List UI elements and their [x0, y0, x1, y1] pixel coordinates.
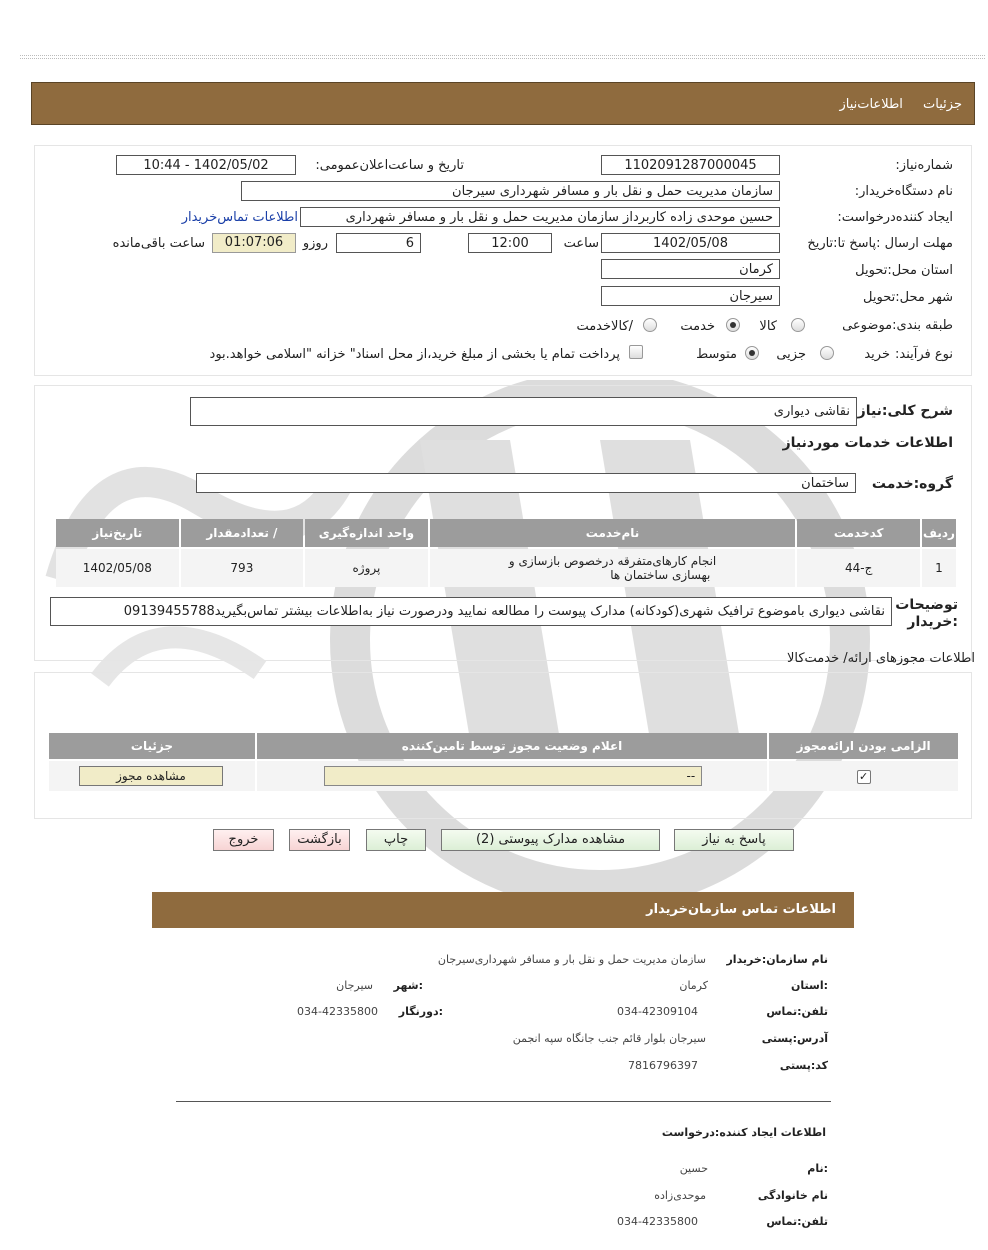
- treasury-payment-checkbox[interactable]: [629, 345, 643, 359]
- header-need-info[interactable]: اطلاعات‌نیاز: [839, 97, 903, 112]
- licenses-title: اطلاعات مجوزهای ارائه/ خدمت‌کالا: [786, 651, 975, 666]
- col-name: نام‌خدمت: [430, 519, 796, 547]
- licenses-table: [47, 731, 960, 793]
- process-minor-radio[interactable]: [820, 346, 834, 360]
- contact-org-value: سازمان مدیریت حمل و نقل بار و مسافر شهرداری‌سیرجان: [437, 953, 706, 966]
- view-license-button[interactable]: مشاهده مجوز: [79, 766, 223, 786]
- services-table: [54, 517, 958, 589]
- col-details: جزئیات: [49, 733, 255, 759]
- buyer-org-field: سازمان مدیریت حمل و نقل بار و مسافر شهرداری سیرجان: [241, 181, 780, 201]
- deadline-time-label: ساعت: [563, 236, 599, 251]
- buyer-notes-label-1: توضیحات: [895, 597, 958, 613]
- category-service-label: خدمت: [680, 319, 715, 334]
- remaining-timer: 01:07:06: [212, 233, 296, 253]
- creator-label: ایجاد کننده‌درخواست:: [837, 210, 953, 225]
- cell-row: 1: [922, 549, 956, 587]
- table-row: [49, 761, 958, 791]
- col-row: ردیف: [922, 519, 956, 547]
- attachments-button[interactable]: مشاهده مدارک پیوستی (2): [441, 829, 660, 851]
- contact-province-value: کرمان: [679, 979, 708, 992]
- table-row: [56, 549, 956, 587]
- deadline-date-field: 1402/05/08: [601, 233, 780, 253]
- province-field: کرمان: [601, 259, 780, 279]
- cell-unit: پروژه: [305, 549, 428, 587]
- treasury-payment-note: پرداخت تمام یا بخشی از مبلغ خرید،از محل اسناد" خزانه "اسلامی خواهد.بود: [209, 347, 620, 362]
- process-medium-label: متوسط: [696, 347, 737, 362]
- cell-status: [257, 761, 767, 791]
- buyer-notes-field: نقاشی دیواری باموضوع ترافیک شهری(کودکانه) مدارک پیوست را مطالعه نمایید ودرصورت نیاز به‌اطلاعات بیشتر تماس‌بگیرید09139455788: [50, 597, 892, 626]
- general-desc-label: شرح کلی‌:نیاز: [857, 403, 953, 419]
- service-group-label: گروه‌:خدمت: [871, 476, 953, 492]
- creator-phone-label: تلفن‌:تماس: [766, 1215, 828, 1228]
- category-goods-label: کالا: [759, 319, 777, 334]
- need-number-field: 1102091287000045: [601, 155, 780, 175]
- contact-header: اطلاعات تماس سازمان‌خریدار: [152, 892, 854, 928]
- creator-name-value: حسین: [679, 1162, 708, 1175]
- process-medium-radio[interactable]: [745, 346, 759, 360]
- contact-address-label: آدرس‌:پستی: [761, 1032, 828, 1045]
- days-field: 6: [336, 233, 421, 253]
- announce-label: تاریخ و ساعت‌اعلان‌عمومی:: [315, 158, 464, 173]
- cell-code: ج-44: [797, 549, 920, 587]
- city-field: سیرجان: [601, 286, 780, 306]
- need-info-panel: [34, 145, 972, 376]
- contact-postal-value: 7816796397: [628, 1059, 698, 1072]
- category-goods-service-label: /کالاخدمت: [576, 319, 633, 334]
- city-label: شهر محل‌:تحویل: [863, 290, 953, 305]
- contact-city-label: :شهر: [393, 979, 423, 992]
- creator-family-value: موحدی‌زاده: [654, 1189, 706, 1202]
- cell-details: [49, 761, 255, 791]
- license-status-field[interactable]: --: [324, 766, 702, 786]
- contact-phone-label: تلفن‌:تماس: [766, 1005, 828, 1018]
- deadline-label: مهلت ارسال :پاسخ تا‌:تاریخ: [807, 236, 953, 251]
- cell-name: [430, 549, 796, 587]
- creator-phone-value: 034-42335800: [617, 1215, 698, 1228]
- buyer-contact-link[interactable]: اطلاعات تماس‌خریدار: [181, 210, 298, 225]
- cell-required: [769, 761, 958, 791]
- general-desc-field: نقاشی دیواری: [190, 397, 857, 426]
- creator-name-label: :نام: [807, 1162, 828, 1175]
- contact-fax-label: :دورنگار: [398, 1005, 443, 1018]
- col-code: کدخدمت: [797, 519, 920, 547]
- deadline-time-field: 12:00: [468, 233, 552, 253]
- contact-address-value: سیرجان بلوار قائم جنب جانگاه سپه انجمن: [512, 1032, 706, 1045]
- need-number-label: شماره‌نیاز:: [895, 158, 953, 173]
- service-group-field: ساختمان: [196, 473, 856, 493]
- exit-button[interactable]: خروج: [213, 829, 274, 851]
- process-buy-label: خرید: [864, 347, 890, 362]
- announce-field: 1402/05/02 - 10:44: [116, 155, 296, 175]
- contact-fax-value: 034-42335800: [297, 1005, 378, 1018]
- buyer-org-label: نام دستگاه‌خریدار:: [854, 184, 953, 199]
- page-header: [31, 82, 975, 125]
- cell-qty: 793: [181, 549, 304, 587]
- col-qty: / تعدادمقدار: [181, 519, 304, 547]
- col-date: تاریخ‌نیاز: [56, 519, 179, 547]
- col-status: اعلام وضعیت مجوز توسط تامین‌کننده: [257, 733, 767, 759]
- category-goods-radio[interactable]: [791, 318, 805, 332]
- category-service-radio[interactable]: [726, 318, 740, 332]
- print-button[interactable]: چاپ: [366, 829, 426, 851]
- buyer-notes-label-2: :خریدار: [907, 614, 958, 630]
- top-divider: [20, 55, 985, 59]
- process-label: نوع فرآیند:: [895, 347, 953, 362]
- remaining-label: ساعت باقی‌مانده: [112, 236, 205, 251]
- cell-date: 1402/05/08: [56, 549, 179, 587]
- contact-org-label: نام سازمان‌:خریدار: [726, 953, 828, 966]
- reply-button[interactable]: پاسخ به نیاز: [674, 829, 794, 851]
- header-details[interactable]: جزئیات: [923, 97, 962, 112]
- cell-name-line2: بهسازی ساختمان ها: [610, 568, 711, 582]
- services-heading: اطلاعات خدمات موردنیاز: [782, 435, 953, 451]
- required-checkbox[interactable]: ✓: [857, 770, 871, 784]
- creator-info-title: اطلاعات ایجاد کننده‌:درخواست: [661, 1126, 826, 1139]
- contact-phone-value: 034-42309104: [617, 1005, 698, 1018]
- col-unit: واحد اندازه‌گیری: [305, 519, 428, 547]
- category-goods-service-radio[interactable]: [643, 318, 657, 332]
- cell-name-line1: انجام کارهای‌متفرقه درخصوص بازسازی و: [508, 554, 717, 568]
- col-required: الزامی بودن ارائه‌مجوز: [769, 733, 958, 759]
- days-label: روزو: [302, 236, 328, 251]
- creator-family-label: نام خانوادگی: [757, 1189, 828, 1202]
- contact-postal-label: کد‌:پستی: [779, 1059, 828, 1072]
- contact-divider: [176, 1101, 831, 1102]
- province-label: استان محل‌:تحویل: [855, 263, 953, 278]
- contact-city-value: سیرجان: [336, 979, 373, 992]
- contact-province-label: :استان: [791, 979, 828, 992]
- process-minor-label: جزیی: [776, 347, 806, 362]
- category-label: طبقه بندی‌:موضوعی: [842, 318, 953, 333]
- creator-field: حسین موحدی زاده کاربرداز سازمان مدیریت حمل و نقل بار و مسافر شهرداری: [300, 207, 780, 227]
- back-button[interactable]: بازگشت: [289, 829, 350, 851]
